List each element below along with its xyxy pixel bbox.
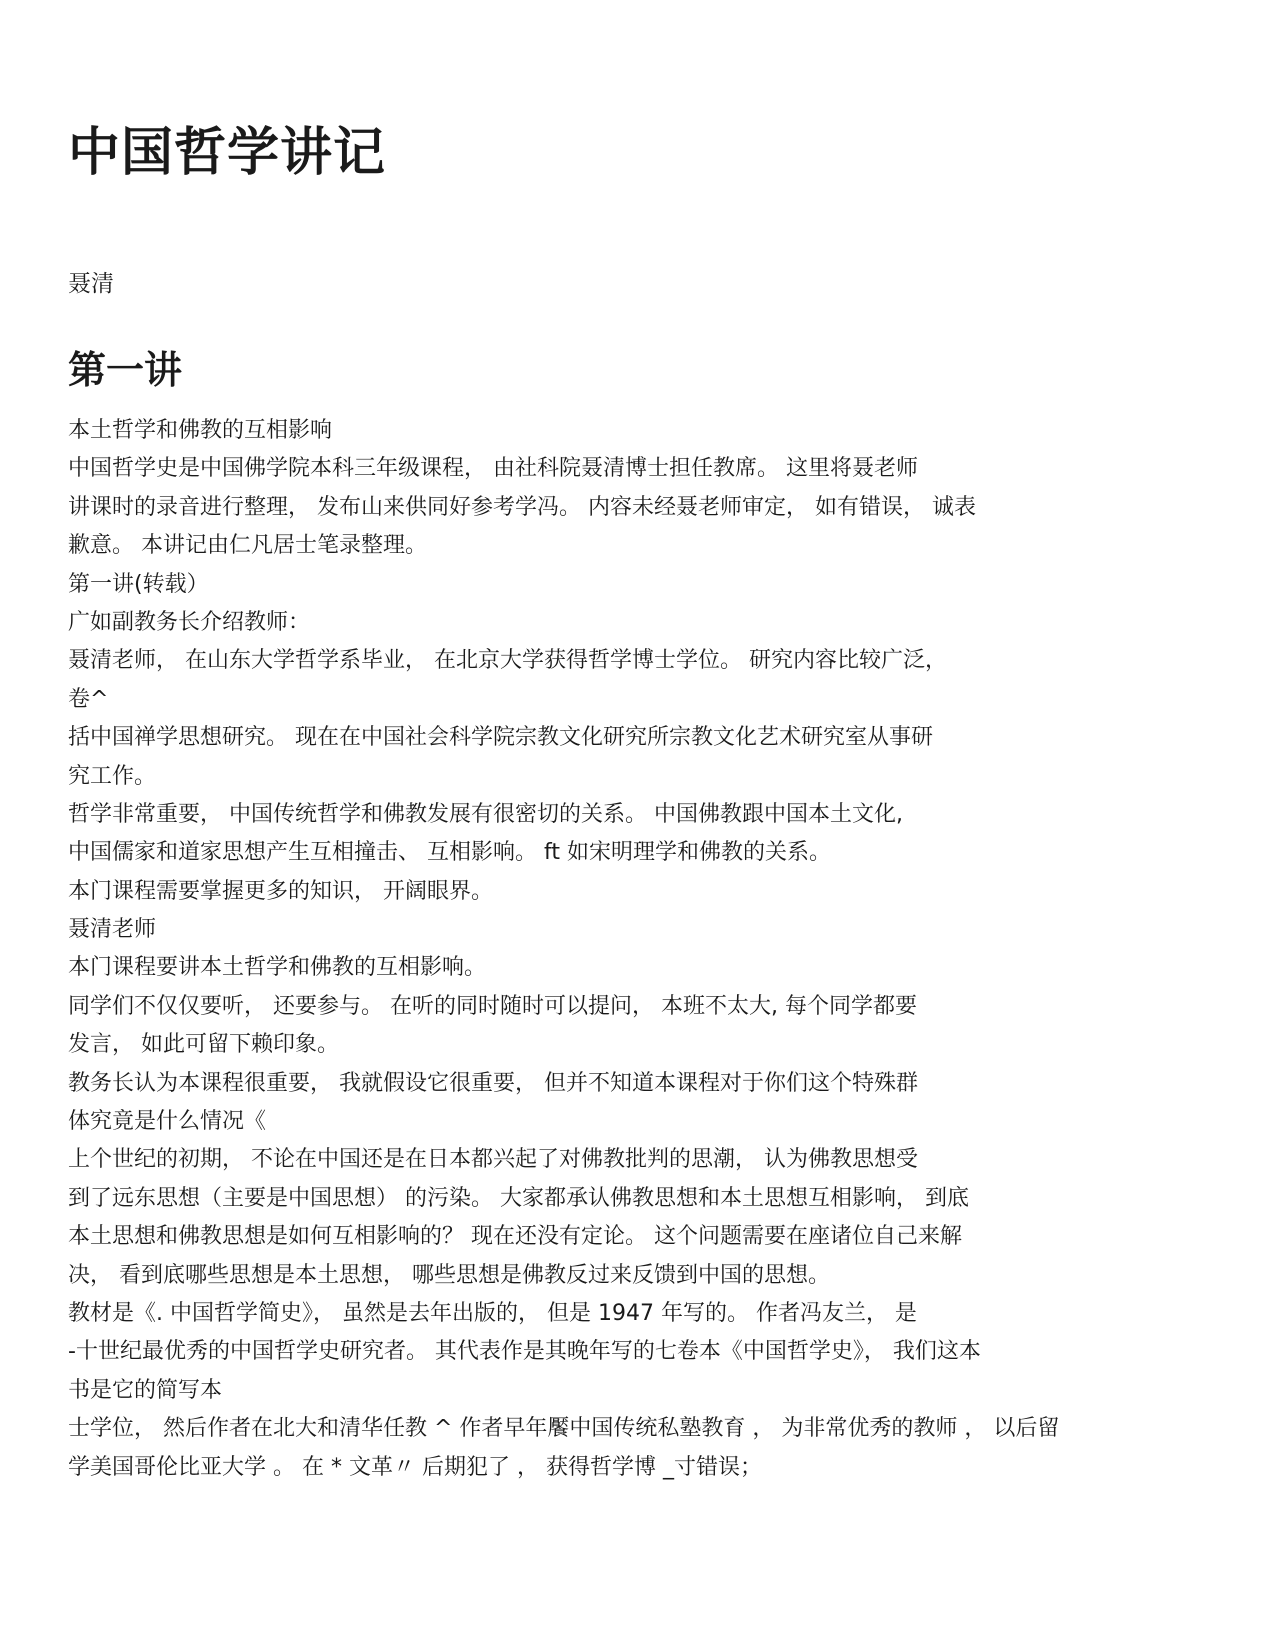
text-line: 第一讲(转载） bbox=[68, 571, 209, 597]
text-line: 广如副教务长介绍教师： bbox=[68, 609, 311, 635]
text-line: -十世纪最优秀的中国哲学史研究者。 其代表作是其晚年写的七卷本《中国哲学史》， 我们这本 bbox=[68, 1339, 981, 1365]
text-line: 本土思想和佛教思想是如何互相影响的？ 现在还没有定论。 这个问题需要在座诸位自己来解 bbox=[68, 1224, 962, 1250]
text-line: 士学位， 然后作者在北大和清华任教 ^ 作者早年饜中国传统私塾教育 ， 为非常优秀的教师 ， 以后留 bbox=[68, 1416, 1060, 1442]
text-line: 上个世纪的初期， 不论在中国还是在日本都兴起了对佛教批判的思潮， 认为佛教思想受 bbox=[68, 1147, 918, 1173]
text-line: 教务长认为本课程很重要， 我就假设它很重要， 但并不知道本课程对于你们这个特殊群 bbox=[68, 1070, 918, 1096]
text-line: 本土哲学和佛教的互相影响 bbox=[68, 418, 333, 443]
body-text bbox=[68, 412, 1188, 1487]
section-heading: 第一讲 bbox=[68, 348, 183, 392]
text-line: 教材是《. 中国哲学简史》， 虽然是去年出版的， 但是 1947 年写的。 作者冯友兰， 是 bbox=[68, 1300, 917, 1326]
text-line: 究工作。 bbox=[68, 763, 157, 789]
document-author: 聂清 bbox=[68, 271, 114, 297]
text-line: 聂清老师， 在山东大学哲学系毕业， 在北京大学获得哲学博士学位。 研究内容比较广泛， bbox=[68, 648, 947, 674]
text-line: 聂清老师 bbox=[68, 917, 157, 943]
text-line: 到了远东思想（主要是中国思想） 的污染。 大家都承认佛教思想和本土思想互相影响， 到底 bbox=[68, 1185, 969, 1211]
text-line: 书是它的简写本 bbox=[68, 1377, 223, 1403]
text-line: 哲学非常重要， 中国传统哲学和佛教发展有很密切的关系。 中国佛教跟中国本土文化, bbox=[68, 801, 903, 827]
text-line: 括中国禅学思想研究。 现在在中国社会科学院宗教文化研究所宗教文化艺术研究室从事研 bbox=[68, 725, 933, 751]
document-title: 中国哲学讲记 bbox=[68, 123, 387, 183]
text-line: 体究竟是什么情况《 bbox=[68, 1109, 267, 1135]
text-line: 学美国哥伦比亚大学 。 在 * 文革〃 后期犯了 ， 获得哲学博 _寸错误； bbox=[68, 1454, 762, 1480]
text-line: 本门课程需要掌握更多的知识， 开阔眼界。 bbox=[68, 878, 493, 904]
text-line: 决， 看到底哪些思想是本土思想， 哪些思想是佛教反过来反馈到中国的思想。 bbox=[68, 1262, 830, 1288]
text-line: 歉意。 本讲记由仁凡居士笔录整理。 bbox=[68, 533, 427, 559]
text-line: 发言， 如此可留下赖印象。 bbox=[68, 1032, 339, 1058]
text-line: 本门课程要讲本土哲学和佛教的互相影响。 bbox=[68, 955, 487, 981]
text-line: 同学们不仅仅要听， 还要参与。 在听的同时随时可以提问， 本班不太大, 每个同学都要 bbox=[68, 993, 917, 1019]
text-line: 中国儒家和道家思想产生互相撞击、 互相影响。 ft 如宋明理学和佛教的关系。 bbox=[68, 840, 831, 866]
text-line: 中国哲学史是中国佛学院本科三年级课程， 由社科院聂清博士担任教席。 这里将聂老师 bbox=[68, 456, 918, 482]
text-line: 讲课时的录音进行整理， 发布山来供同好参考学冯。 内容未经聂老师审定， 如有错误， 诚表 bbox=[68, 494, 976, 520]
text-line: 卷^ bbox=[68, 686, 109, 712]
